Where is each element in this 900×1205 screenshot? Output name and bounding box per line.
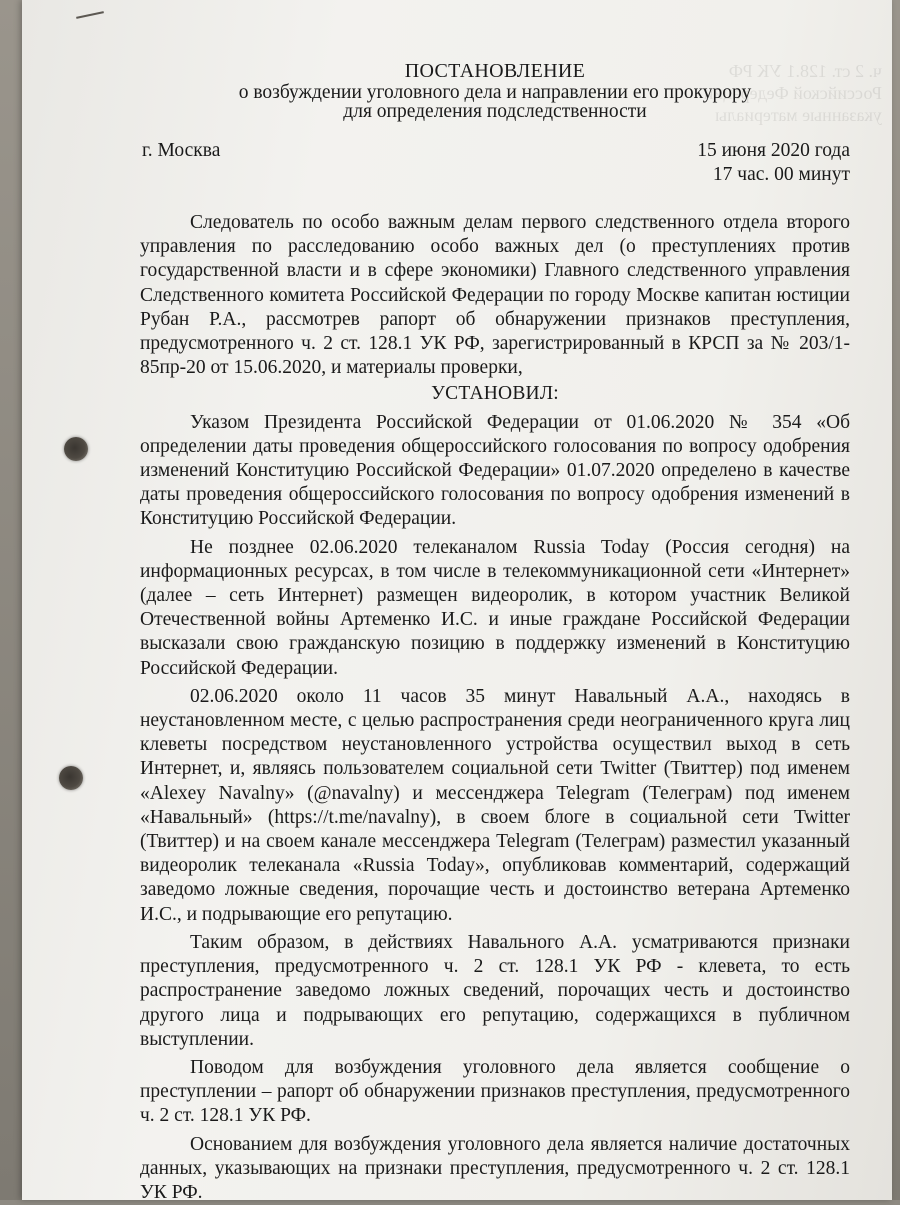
paragraph-video: Не позднее 02.06.2020 телеканалом Russia Today (Россия сегодня) на информационных ресурсах, в том числе в телекоммуникационной сети «Интернет» (далее – сеть Интернет) размещен видеоролик, в котором участник Великой Отечественной войны Артеменко И.С. и иные граждане Российской Федерации высказали свою гражданскую позицию в поддержку изменений в Конституцию Российской Федерации. [140,536,850,679]
document-title: ПОСТАНОВЛЕНИЕ [404,60,586,82]
paragraph-grounds: Основанием для возбуждения уголовного дела является наличие достаточных данных, указывающих на признаки преступления, предусмотренного ч. 2 ст. 128.1 УК РФ. [140,1133,850,1203]
paragraph-reason: Поводом для возбуждения уголовного дела является сообщение о преступлении – рапорт об обнаружении признаков преступления, предусмотренного ч. 2 ст. 128.1 УК РФ. [140,1056,850,1127]
place: г. Москва [142,140,221,161]
date: 15 июня 2020 года [697,140,850,161]
section-heading-established: УСТАНОВИЛ: [431,383,559,405]
punch-hole-bottom [59,766,83,790]
pencil-mark [76,11,104,19]
paragraph-decree: Указом Президента Российской Федерации от 01.06.2020 № 354 «Об определении даты проведения общероссийского голосования по вопросу одобрения изменений Конституцию Российской Федерации» 01.07.2020 определено в качестве даты проведения общероссийского голосования по вопросу одобрения изменений в Конституцию Российской Федерации. [140,411,850,530]
intro-paragraph: Следователь по особо важным делам первого следственного отдела второго управления по расследованию особо важных дел (о преступлениях против государственной власти и в сфере экономики) Главного следственного управления Следственного комитета Российской Федерации по городу Москве капитан юстиции Рубан Р.А., рассмотрев рапорт об обнаружении признаков преступления, предусмотренного ч. 2 ст. 128.1 УК РФ, зарегистрированный в КРСП за № 203/1-85пр-20 от 15.06.2020, и материалы проверки, [140,212,850,379]
punch-hole-top [64,437,88,461]
paragraph-publication: 02.06.2020 около 11 часов 35 минут Навальный А.А., находясь в неустановленном месте, с целью распространения среди неограниченного круга лиц клеветы посредством неустановленного устройства осуществил выход в сеть Интернет, и, являясь пользователем социальной сети Twitter (Твиттер) под именем «Alexey Navalny» (@navalny) и мессенджера Telegram (Телеграм) под именем «Навальный» (https://t.me/navalny), в своем блоге в социальной сети Twitter (Твиттер) и на своем канале мессенджера Telegram (Телеграм) разместил указанный видеоролик телеканала «Russia Today», опубликовав комментарий, содержащий заведомо ложные сведения, порочащие честь и достоинство ветерана Артеменко И.С., и подрывающие его репутацию. [140,685,850,925]
document-subtitle-line-1: о возбуждении уголовного дела и направлении его прокурору [238,82,752,103]
document-subtitle-line-2: для определения подследственности [343,101,647,122]
paragraph-conclusion: Таким образом, в действиях Навального А.А. усматриваются признаки преступления, предусмотренного ч. 2 ст. 128.1 УК РФ - клевета, то есть распространение заведомо ложных сведений, порочащих честь и достоинство другого лица и подрывающих его репутацию, содержащихся в публичном выступлении. [140,931,850,1050]
place-date-row [140,139,850,191]
time: 17 час. 00 минут [712,164,850,185]
document-body [140,60,850,1205]
bleed-through-text: ч. 2 ст. 128.1 УК РФ Российской Федерации указанные материалы [703,61,882,125]
